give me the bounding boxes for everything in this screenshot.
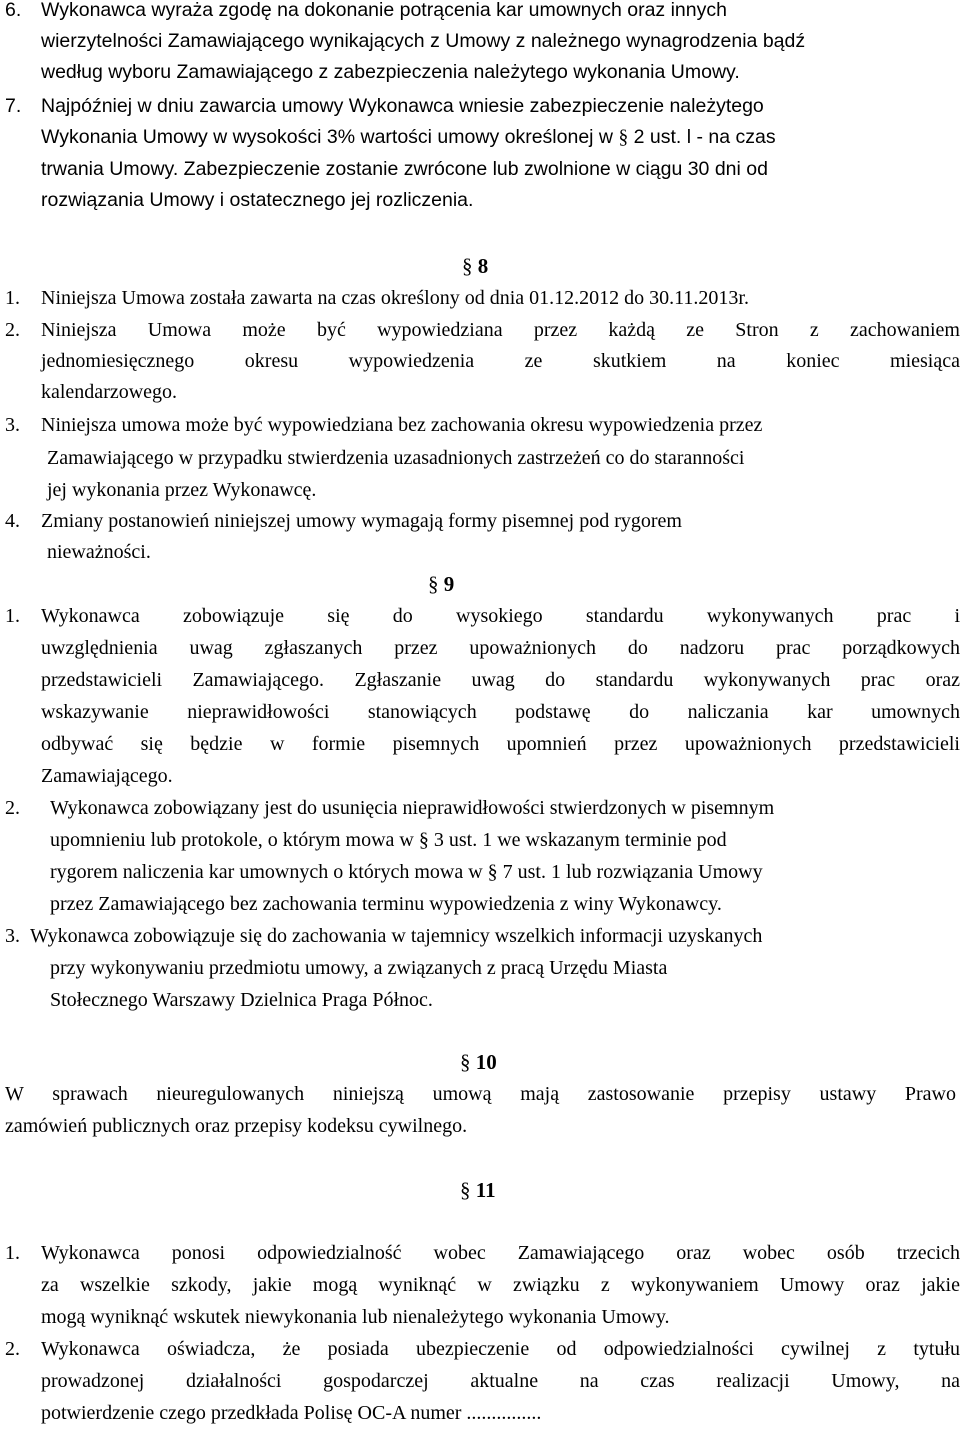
item-number: 1.: [5, 1242, 20, 1264]
text-line: przedstawicieli Zamawiającego. Zgłaszanie uwag do standardu wykonywanych prac oraz: [41, 669, 960, 691]
text-line: jej wykonania przez Wykonawcę.: [47, 479, 317, 501]
section-number: 8: [477, 254, 489, 278]
text-segment: Wykonania Umowy w wysokości 3% wartości umowy określonej w: [41, 126, 614, 148]
text-line: przez Zamawiającego bez zachowania terminu wypowiedzenia z winy Wykonawcy.: [50, 893, 722, 915]
text-line: Wykonawca zobowiązany jest do usunięcia nieprawidłowości stwierdzonych w pisemnym: [50, 797, 775, 819]
text-line: Zmiany postanowień niniejszej umowy wymagają formy pisemnej pod rygorem: [41, 510, 682, 532]
text-line: Zamawiającego.: [41, 765, 173, 787]
text-segment: 7 ust. 1 lub rozwiązania Umowy: [502, 861, 763, 883]
text-line: jednomiesięcznego okresu wypowiedzenia ze skutkiem na koniec miesiąca: [41, 350, 960, 372]
text-line: Wykonawca oświadcza, że posiada ubezpieczenie od odpowiedzialności cywilnej z tytułu: [41, 1338, 960, 1360]
text-segment: rygorem naliczenia kar umownych o których mowa w: [50, 861, 483, 883]
text-line: Niniejsza umowa może być wypowiedziana bez zachowania okresu wypowiedzenia przez: [41, 414, 763, 436]
text-line: uwzględnienia uwag zgłaszanych przez upoważnionych do nadzoru prac porządkowych: [41, 637, 960, 659]
section-sign: §: [418, 829, 429, 851]
text-line: rozwiązania Umowy i ostatecznego jej rozliczenia.: [41, 189, 474, 211]
text-line: Wykonawca ponosi odpowiedzialność wobec Zamawiającego oraz wobec osób trzecich: [41, 1242, 960, 1264]
text-line: Najpóźniej w dniu zawarcia umowy Wykonawca wniesie zabezpieczenie należytego: [41, 95, 764, 117]
section-sign: §: [460, 1050, 471, 1074]
text-line: kalendarzowego.: [41, 381, 178, 403]
item-number: 2.: [5, 319, 20, 341]
text-line: wskazywanie nieprawidłowości stanowiących podstawę do naliczania kar umownych: [41, 701, 960, 723]
text-line: Niniejsza Umowa została zawarta na czas określony od dnia 01.12.2012 do 30.11.2013r.: [41, 287, 749, 309]
section-heading-11: [460, 1176, 496, 1204]
section-number: 10: [475, 1050, 497, 1074]
text-line: zamówień publicznych oraz przepisy kodeksu cywilnego.: [5, 1115, 468, 1137]
text-line: Zamawiającego w przypadku stwierdzenia uzasadnionych zastrzeżeń co do staranności: [47, 447, 745, 469]
text-segment: upomnieniu lub protokole, o którym mowa w: [50, 829, 414, 851]
item-number: 1.: [5, 287, 20, 309]
section-number: 9: [443, 572, 455, 596]
section-sign: §: [460, 1178, 471, 1202]
text-line: Wykonawca wyraża zgodę na dokonanie potrącenia kar umownych oraz innych: [41, 0, 727, 21]
text-segment: 3 ust. 1 we wskazanym terminie pod: [433, 829, 727, 851]
text-line: W sprawach nieuregulowanych niniejszą umową mają zastosowanie przepisy ustawy Prawo: [5, 1083, 956, 1105]
text-line: potwierdzenie czego przedkłada Polisę OC-A numer ...............: [41, 1402, 542, 1424]
section-sign: §: [462, 254, 473, 278]
section-heading-8: [462, 252, 488, 280]
text-segment: 2 ust. l - na czas: [633, 126, 776, 148]
item-number: 7.: [5, 95, 22, 117]
text-line: [41, 122, 776, 153]
text-line: prowadzonej działalności gospodarczej aktualne na czas realizacji Umowy, na: [41, 1370, 960, 1392]
text-line: Stołecznego Warszawy Dzielnica Praga Północ.: [50, 989, 433, 1011]
item-number: 2.: [5, 797, 20, 819]
section-sign: §: [428, 572, 439, 596]
text-line: wierzytelności Zamawiającego wynikających z Umowy z należnego wynagrodzenia bądź: [41, 30, 806, 52]
item-number: 4.: [5, 510, 20, 532]
text-line: Niniejsza Umowa może być wypowiedziana przez każdą ze Stron z zachowaniem: [41, 319, 960, 341]
text-line: nieważności.: [47, 541, 151, 563]
item-number: 6.: [5, 0, 22, 21]
item-number: 1.: [5, 605, 20, 627]
text-line: mogą wyniknąć wskutek niewykonania lub nienależytego wykonania Umowy.: [41, 1306, 670, 1328]
section-number: 11: [475, 1178, 496, 1202]
text-line: [50, 857, 763, 888]
section-sign: §: [487, 861, 498, 883]
text-line: przy wykonywaniu przedmiotu umowy, a związanych z pracą Urzędu Miasta: [50, 957, 668, 979]
item-number: 2.: [5, 1338, 20, 1360]
text-line: za wszelkie szkody, jakie mogą wyniknąć w związku z wykonywaniem Umowy oraz jakie: [41, 1274, 960, 1296]
item-number: 3.: [5, 414, 20, 436]
item-number: 3.: [5, 925, 20, 947]
text-line: trwania Umowy. Zabezpieczenie zostanie zwrócone lub zwolnione w ciągu 30 dni od: [41, 158, 768, 180]
section-sign: §: [618, 127, 629, 148]
section-heading-10: [460, 1048, 497, 1076]
text-line: Wykonawca zobowiązuje się do zachowania w tajemnicy wszelkich informacji uzyskanych: [30, 925, 763, 947]
text-line: odbywać się będzie w formie pisemnych upomnień przez upoważnionych przedstawicieli: [41, 733, 960, 755]
text-line: według wyboru Zamawiającego z zabezpieczenia należytego wykonania Umowy.: [41, 61, 740, 83]
text-line: [50, 825, 727, 856]
text-line: Wykonawca zobowiązuje się do wysokiego standardu wykonywanych prac i: [41, 605, 960, 627]
section-heading-9: [428, 570, 454, 598]
